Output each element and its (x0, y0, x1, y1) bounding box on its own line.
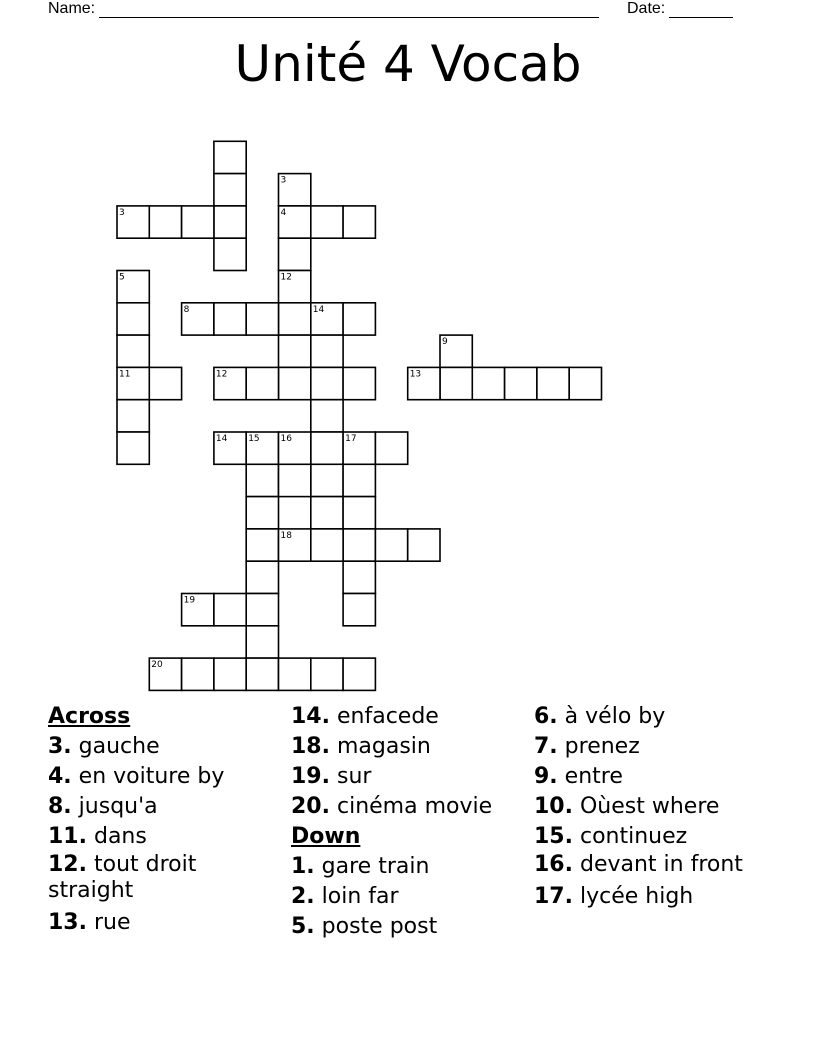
clue-across-4: 4. en voiture by (48, 764, 225, 789)
clue-across-11: 11. dans (48, 824, 147, 849)
grid-cell[interactable] (279, 464, 311, 496)
grid-cell[interactable] (246, 464, 278, 496)
page-title: Unité 4 Vocab (234, 35, 582, 93)
name-label: Name: (48, 0, 96, 17)
clue-down-5: 5. poste post (291, 914, 438, 939)
grid-cell[interactable] (149, 206, 181, 238)
grid-cell[interactable] (311, 432, 343, 464)
clue-down-7: 7. prenez (534, 734, 640, 759)
grid-cell[interactable] (311, 464, 343, 496)
clue-across-3: 3. gauche (48, 734, 160, 759)
clue-number: 14 (312, 304, 325, 315)
clue-down-15: 15. continuez (534, 824, 688, 849)
grid-cell[interactable] (440, 367, 472, 399)
grid-cell[interactable] (569, 367, 601, 399)
clue-column-2 (291, 702, 521, 942)
grid-cell[interactable] (343, 497, 375, 529)
clue-number: 9 (442, 337, 448, 348)
date-label: Date: (627, 0, 666, 17)
clue-number: 14 (215, 434, 228, 444)
grid-cell[interactable] (214, 238, 246, 270)
grid-cell[interactable] (472, 367, 504, 399)
clue-number: 18 (280, 530, 292, 541)
clue-number: 5 (119, 272, 125, 283)
clue-across-13: 13. rue (48, 910, 131, 935)
clue-down-10: 10. Oùest where (534, 794, 720, 819)
clue-across-12: 12. tout droit straight (48, 852, 197, 903)
grid-cell[interactable] (117, 400, 149, 432)
grid-cell[interactable] (537, 367, 569, 399)
grid-cell[interactable] (279, 335, 311, 367)
grid-cell[interactable] (214, 303, 246, 335)
clue-down-16: 16. devant in front (534, 852, 743, 877)
clue-number: 3 (280, 175, 287, 186)
grid-cell[interactable] (343, 464, 375, 496)
grid-cell[interactable] (279, 238, 311, 270)
grid-cell[interactable] (214, 174, 246, 206)
grid-cell[interactable] (343, 594, 375, 626)
clue-number: 19 (183, 595, 196, 606)
clue-number: 13 (409, 369, 422, 380)
grid-cell[interactable] (311, 335, 343, 367)
grid-cell[interactable] (117, 303, 149, 335)
clue-number: 16 (280, 434, 292, 444)
clue-column-1 (48, 702, 278, 938)
grid-cell[interactable] (214, 594, 246, 626)
down-heading: Down (291, 824, 361, 849)
clue-down-1: 1. gare train (291, 854, 430, 879)
grid-cell[interactable] (343, 658, 375, 690)
clue-down-17: 17. lycée high (534, 884, 694, 909)
grid-cell[interactable] (343, 367, 375, 399)
grid-cell[interactable] (246, 658, 278, 690)
clue-across-19: 19. sur (291, 764, 372, 789)
grid-cell[interactable] (343, 303, 375, 335)
grid-cell[interactable] (246, 626, 278, 658)
clue-across-8: 8. jusqu'a (48, 794, 158, 819)
grid-cell[interactable] (343, 529, 375, 561)
clue-down-6: 6. à vélo by (534, 704, 666, 729)
grid-cell[interactable] (149, 367, 181, 399)
grid-cell[interactable] (408, 529, 440, 561)
grid-cell[interactable] (246, 303, 278, 335)
clue-number: 12 (280, 272, 292, 283)
grid-cell[interactable] (246, 594, 278, 626)
grid-cell[interactable] (505, 367, 537, 399)
grid-cell[interactable] (117, 335, 149, 367)
across-heading: Across (48, 704, 131, 729)
grid-cell[interactable] (375, 529, 407, 561)
grid-cell[interactable] (214, 141, 246, 173)
grid-cell[interactable] (279, 303, 311, 335)
grid-cell[interactable] (214, 206, 246, 238)
grid-cell[interactable] (182, 206, 214, 238)
clue-number: 4 (280, 207, 287, 218)
clue-number: 20 (151, 660, 163, 671)
clue-number: 15 (248, 434, 260, 444)
grid-cell[interactable] (311, 529, 343, 561)
grid-cell[interactable] (375, 432, 407, 464)
grid-cell[interactable] (117, 432, 149, 464)
grid-cell[interactable] (343, 561, 375, 593)
grid-cell[interactable] (311, 400, 343, 432)
grid-cell[interactable] (214, 658, 246, 690)
grid-cell[interactable] (311, 367, 343, 399)
grid-cell[interactable] (311, 658, 343, 690)
clue-number: 3 (119, 207, 125, 218)
grid-cell[interactable] (246, 529, 278, 561)
clue-down-9: 9. entre (534, 764, 623, 789)
grid-cell[interactable] (311, 206, 343, 238)
grid-cell[interactable] (246, 367, 278, 399)
clue-down-2: 2. loin far (291, 884, 399, 909)
clue-across-20: 20. cinéma movie (291, 794, 493, 819)
grid-cell[interactable] (343, 206, 375, 238)
grid-cell[interactable] (279, 658, 311, 690)
grid-cell[interactable] (311, 497, 343, 529)
clue-number: 11 (119, 369, 131, 380)
grid-cell[interactable] (279, 367, 311, 399)
clue-across-18: 18. magasin (291, 734, 431, 759)
grid-cell[interactable] (246, 497, 278, 529)
clue-number: 12 (215, 369, 228, 380)
grid-cell[interactable] (246, 561, 278, 593)
clue-number: 17 (345, 434, 357, 444)
clue-across-14: 14. enfacede (291, 704, 439, 729)
clue-number: 8 (183, 304, 190, 315)
grid-cell[interactable] (182, 658, 214, 690)
clue-column-3 (534, 702, 764, 912)
